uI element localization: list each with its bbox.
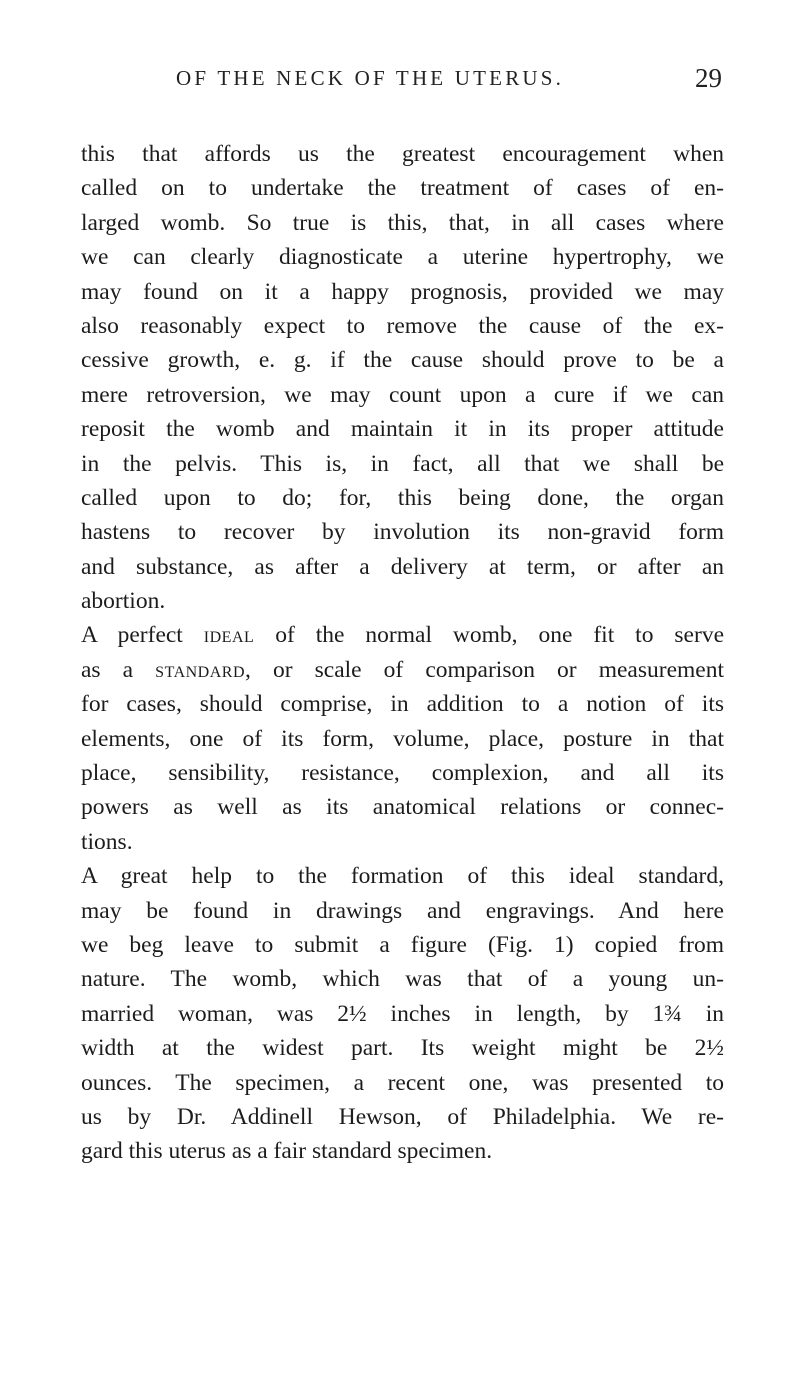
text-line: for cases, should comprise, in addition to a notion of its: [81, 691, 724, 718]
running-title: OF THE NECK OF THE UTERUS.: [176, 66, 565, 90]
text-line: also reasonably expect to remove the cause of the ex-: [81, 312, 724, 339]
text-line: we can clearly diagnosticate a uterine hypertrophy, we: [81, 244, 724, 271]
text-line: gard this uterus as a fair standard specimen.: [81, 1138, 493, 1165]
text-line: us by Dr. Addinell Hewson, of Philadelphia. We re-: [81, 1103, 724, 1130]
text-line: powers as well as its anatomical relations or connec-: [81, 794, 724, 821]
text-line: married woman, was 2½ inches in length, by 1¾ in: [81, 1000, 724, 1027]
text-line: hastens to recover by involution its non-gravid form: [81, 519, 724, 546]
page-number: 29: [695, 63, 722, 93]
running-head: [0, 63, 800, 106]
text-line: and substance, as after a delivery at term, or after an: [81, 553, 724, 580]
text-line: called on to undertake the treatment of cases of en-: [81, 175, 724, 202]
text-line: larged womb. So true is this, that, in all cases where: [81, 209, 724, 236]
text-run: A perfect: [81, 622, 204, 649]
text-line: may be found in drawings and engravings. And here: [81, 897, 724, 924]
text-line: this that affords us the greatest encouragement when: [81, 141, 724, 167]
text-line: reposit the womb and maintain it in its proper attitude: [81, 416, 724, 443]
text-line: [81, 618, 724, 652]
text-line: called upon to do; for, this being done, the organ: [81, 484, 724, 511]
small-caps-term: ideal: [203, 622, 255, 649]
text-line: we beg leave to submit a figure (Fig. 1) copied from: [81, 931, 724, 958]
text-line: ounces. The specimen, a recent one, was presented to: [81, 1069, 724, 1096]
text-line: abortion.: [81, 588, 166, 615]
text-run: , or scale of comparison or measurement: [245, 656, 724, 683]
text-line: A great help to the formation of this ideal standard,: [81, 863, 724, 890]
paragraph-3: [81, 859, 724, 1169]
text-line: may found on it a happy prognosis, provided we may: [81, 278, 724, 305]
text-line: place, sensibility, resistance, complexion, and all its: [81, 760, 724, 787]
text-line: tions.: [81, 828, 133, 855]
paragraph-1: [81, 137, 724, 618]
text-line: [81, 653, 724, 687]
text-line: mere retroversion, we may count upon a cure if we can: [81, 381, 724, 408]
text-run: as a: [81, 656, 156, 683]
text-line: cessive growth, e. g. if the cause should prove to be a: [81, 347, 724, 374]
paragraph-2: [81, 618, 724, 859]
body-text: [81, 137, 724, 1169]
text-line: nature. The womb, which was that of a young un-: [81, 966, 724, 993]
text-line: in the pelvis. This is, in fact, all that we shall be: [81, 450, 724, 477]
small-caps-term: standard: [155, 656, 246, 683]
text-line: elements, one of its form, volume, place, posture in that: [81, 725, 724, 752]
text-line: width at the widest part. Its weight might be 2½: [81, 1035, 724, 1062]
text-run: of the normal womb, one fit to serve: [254, 622, 724, 649]
